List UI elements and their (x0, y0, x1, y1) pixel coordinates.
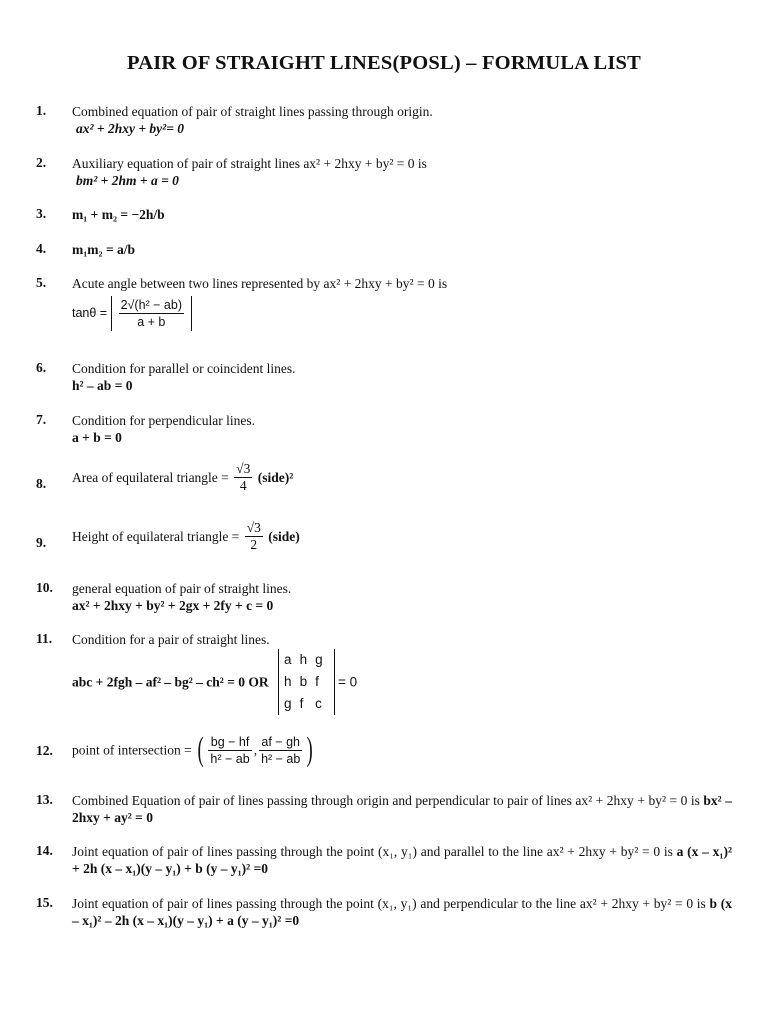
right-paren: ) (306, 731, 314, 768)
matrix-cell: g (315, 652, 323, 667)
item-number: 11. (36, 631, 53, 646)
item-formula: bm² + 2hm + a = 0 (76, 173, 179, 188)
fraction-numerator: √3 (246, 520, 261, 535)
item-number: 4. (36, 241, 47, 256)
item-formula: m₁ + m₂ = −2h/b (72, 207, 165, 222)
matrix-cell: a (284, 652, 292, 667)
fraction-numerator: 2√(h² − ab) (120, 298, 182, 312)
matrix-row (283, 693, 330, 715)
item-number: 14. (36, 843, 53, 858)
fraction (119, 298, 184, 329)
page-title: PAIR OF STRAIGHT LINES(POSL) – FORMULA LIST (127, 52, 641, 74)
determinant (278, 649, 335, 715)
matrix-cell: h (284, 674, 292, 689)
item-number: 15. (36, 895, 53, 910)
item-number: 3. (36, 206, 47, 221)
formula-lhs: tanθ = (72, 306, 108, 320)
item-formula: abc + 2fgh – af² – bg² – ch² = 0 OR (72, 674, 269, 690)
item-number: 5. (36, 275, 47, 290)
item-text: Auxiliary equation of pair of straight lines ax² + 2hxy + by² = 0 is (72, 156, 427, 171)
fraction-denominator: h² − ab (210, 751, 250, 766)
item-text: Joint equation of pair of lines passing through the point (x₁, y₁) and perpendicular to the line ax² + 2hxy + by² = 0 is (72, 896, 706, 911)
item-number: 1. (36, 103, 47, 118)
item-formula: bx² – 2hxy + ay² = 0 (72, 793, 732, 825)
fraction-x (208, 735, 251, 766)
item-text: Condition for perpendicular lines. (72, 413, 255, 428)
fraction-numerator: bg − hf (208, 735, 251, 751)
matrix-cell: f (299, 696, 304, 711)
item-formula: ax² + 2hxy + by² + 2gx + 2fy + c = 0 (72, 598, 274, 613)
item-text: Area of equilateral triangle = (72, 470, 229, 485)
matrix-cell: f (315, 674, 319, 689)
fraction-denominator: 4 (239, 478, 247, 493)
item-number: 2. (36, 155, 47, 170)
item-formula: a (x – x₁)² + 2h (x – x₁)(y – y₁) + b (y – y₁)² =0 (72, 844, 733, 876)
item-formula: (side)² (257, 470, 294, 485)
left-paren: ( (197, 731, 204, 768)
fraction-denominator: 2 (250, 537, 258, 552)
item-text: Condition for a pair of straight lines. (72, 632, 270, 647)
item-formula: ax² + 2hxy + by²= 0 (76, 121, 185, 136)
fraction-numerator: √3 (236, 461, 251, 476)
item-text: point of intersection = (72, 742, 192, 758)
fraction-denominator: h² − ab (261, 751, 301, 766)
item-formula: m₁m₂ = a/b (72, 242, 136, 257)
item-number: 13. (36, 792, 53, 807)
item-formula: b (x – x₁)² – 2h (x – x₁)(y – y₁) + a (y – y₁)² =0 (72, 896, 733, 928)
matrix-cell: h (299, 652, 308, 667)
fraction-numerator: af − gh (259, 735, 302, 751)
item-number: 9. (36, 535, 47, 550)
item-text: Combined equation of pair of straight lines passing through origin. (72, 104, 433, 119)
absolute-value (111, 296, 192, 331)
item-formula: (side) (268, 529, 300, 544)
item-number: 8. (36, 476, 47, 491)
matrix-cell: c (315, 696, 322, 711)
item-number: 7. (36, 412, 47, 427)
fraction (245, 521, 263, 552)
item-number: 10. (36, 580, 53, 595)
matrix-cell: g (284, 696, 292, 711)
item-text: Combined Equation of pair of lines passing through origin and perpendicular to pair of lines ax² + 2hxy + by² = 0 is (72, 793, 700, 808)
item-formula: h² – ab = 0 (72, 378, 133, 393)
item-text: Acute angle between two lines represented by ax² + 2hxy + by² = 0 is (72, 276, 448, 291)
matrix-row (283, 671, 330, 693)
determinant-tail: = 0 (337, 674, 358, 690)
item-text: general equation of pair of straight lines. (72, 581, 292, 596)
fraction-denominator: a + b (137, 315, 166, 329)
matrix-row (283, 649, 330, 671)
item-number: 12. (36, 743, 53, 758)
item-number: 6. (36, 360, 47, 375)
fraction (234, 462, 252, 493)
item-text: Joint equation of pair of lines passing through the point (x₁, y₁) and parallel to the line ax² + 2hxy + by² = 0 is (72, 844, 673, 859)
matrix-cell: b (299, 674, 308, 689)
item-formula: a + b = 0 (72, 430, 122, 445)
item-text: Height of equilateral triangle = (72, 529, 240, 544)
comma: , (253, 742, 258, 758)
item-text: Condition for parallel or coincident lines. (72, 361, 296, 376)
fraction-y (259, 735, 302, 766)
